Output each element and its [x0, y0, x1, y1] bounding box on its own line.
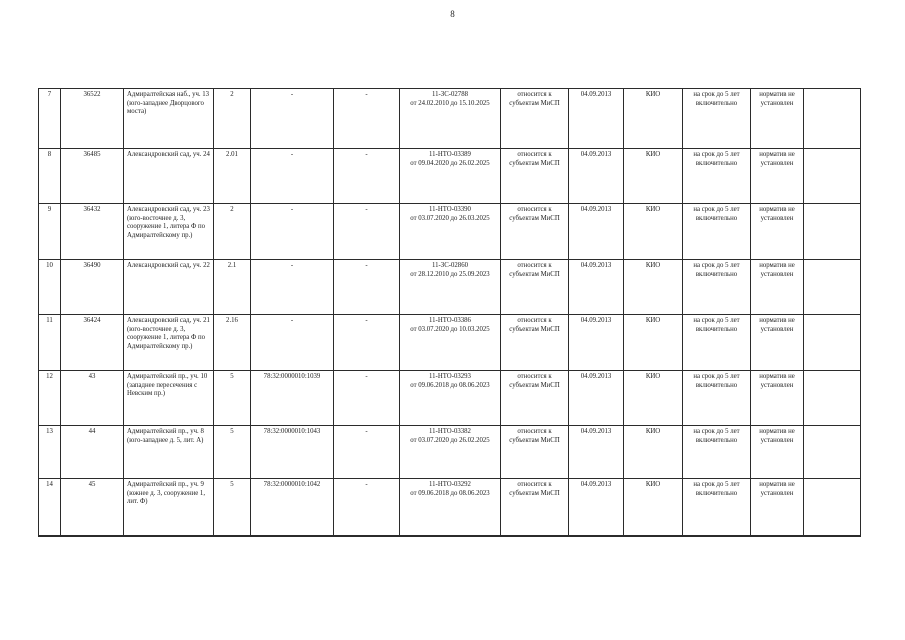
cell-date: 04.09.2013: [569, 315, 624, 371]
cell-object-id: 36432: [61, 204, 124, 260]
cell-permit: [400, 426, 501, 479]
table-row: [39, 149, 861, 204]
cell-blank-dash: -: [334, 315, 400, 371]
cell-address: Адмиралтейский пр., уч. 8 (юго-западнее д. 5, лит. А): [124, 426, 214, 479]
cell-object-id: 36490: [61, 260, 124, 315]
cell-address: Александровский сад, уч. 21 (юго-восточнее д. 3, сооружение 1, литера Ф по Адмиралтейскому пр.): [124, 315, 214, 371]
permit-number: 11-НТО-03386: [429, 317, 471, 324]
cell-blank-dash: -: [334, 371, 400, 426]
permit-dates: от 24.02.2010 до 15.10.2025: [410, 99, 490, 107]
cell-blank-dash: -: [334, 204, 400, 260]
cell-term: на срок до 5 лет включительно: [683, 315, 751, 371]
cell-smb-status: относится к субъектам МиСП: [501, 89, 569, 149]
cell-extra: [804, 426, 861, 479]
table-row: [39, 426, 861, 479]
cell-object-id: 43: [61, 371, 124, 426]
cell-area: 5: [214, 371, 251, 426]
cell-cadastral: -: [251, 204, 334, 260]
permit-dates: от 28.12.2010 до 25.09.2023: [410, 270, 490, 278]
cell-term: на срок до 5 лет включительно: [683, 260, 751, 315]
cell-blank-dash: -: [334, 260, 400, 315]
cell-owner: КИО: [624, 260, 683, 315]
cell-term: на срок до 5 лет включительно: [683, 149, 751, 204]
cell-date: 04.09.2013: [569, 260, 624, 315]
cell-permit: [400, 89, 501, 149]
cell-smb-status: относится к субъектам МиСП: [501, 204, 569, 260]
cell-norm: норматив не установлен: [751, 89, 804, 149]
cell-permit: [400, 260, 501, 315]
cell-term: на срок до 5 лет включительно: [683, 426, 751, 479]
cell-object-id: 36522: [61, 89, 124, 149]
table-row: [39, 479, 861, 536]
cell-date: 04.09.2013: [569, 371, 624, 426]
cell-blank-dash: -: [334, 479, 400, 536]
permit-number: 11-НТО-03293: [429, 373, 471, 380]
cell-permit: [400, 149, 501, 204]
cell-term: на срок до 5 лет включительно: [683, 371, 751, 426]
cell-norm: норматив не установлен: [751, 315, 804, 371]
cell-area: 2: [214, 204, 251, 260]
page-number: 8: [450, 9, 455, 19]
cell-cadastral: 78:32:0000010:1043: [251, 426, 334, 479]
cell-extra: [804, 479, 861, 536]
cell-extra: [804, 204, 861, 260]
cell-blank-dash: -: [334, 426, 400, 479]
cell-norm: норматив не установлен: [751, 426, 804, 479]
cell-owner: КИО: [624, 149, 683, 204]
cell-smb-status: относится к субъектам МиСП: [501, 260, 569, 315]
registry-table: [38, 88, 861, 537]
cell-permit: [400, 204, 501, 260]
cell-norm: норматив не установлен: [751, 260, 804, 315]
cell-blank-dash: -: [334, 149, 400, 204]
permit-number: 11-ЗС-02788: [431, 91, 468, 98]
cell-owner: КИО: [624, 426, 683, 479]
cell-cadastral: -: [251, 149, 334, 204]
cell-address: Адмиралтейская наб., уч. 13 (юго-западнее Дворцового моста): [124, 89, 214, 149]
cell-row-number: 8: [39, 149, 61, 204]
cell-cadastral: 78:32:0000010:1042: [251, 479, 334, 536]
cell-area: 2.1: [214, 260, 251, 315]
cell-owner: КИО: [624, 204, 683, 260]
cell-term: на срок до 5 лет включительно: [683, 204, 751, 260]
table-row: [39, 260, 861, 315]
permit-number: 11-НТО-03390: [429, 206, 471, 213]
cell-address: Александровский сад, уч. 23 (юго-восточнее д. 3, сооружение 1, литера Ф по Адмиралтейскому пр.): [124, 204, 214, 260]
table-row: [39, 371, 861, 426]
permit-dates: от 09.06.2018 до 08.06.2023: [410, 489, 490, 497]
cell-row-number: 11: [39, 315, 61, 371]
permit-dates: от 03.07.2020 до 10.03.2025: [410, 325, 490, 333]
cell-cadastral: -: [251, 315, 334, 371]
table-row: [39, 89, 861, 149]
cell-permit: [400, 315, 501, 371]
cell-extra: [804, 315, 861, 371]
permit-number: 11-НТО-03382: [429, 428, 471, 435]
cell-cadastral: 78:32:0000010:1039: [251, 371, 334, 426]
cell-smb-status: относится к субъектам МиСП: [501, 149, 569, 204]
cell-smb-status: относится к субъектам МиСП: [501, 315, 569, 371]
cell-owner: КИО: [624, 89, 683, 149]
cell-term: на срок до 5 лет включительно: [683, 479, 751, 536]
cell-norm: норматив не установлен: [751, 204, 804, 260]
cell-object-id: 36485: [61, 149, 124, 204]
cell-term: на срок до 5 лет включительно: [683, 89, 751, 149]
permit-dates: от 03.07.2020 до 26.03.2025: [410, 214, 490, 222]
cell-permit: [400, 479, 501, 536]
cell-extra: [804, 260, 861, 315]
cell-norm: норматив не установлен: [751, 149, 804, 204]
cell-row-number: 9: [39, 204, 61, 260]
permit-dates: от 09.06.2018 до 08.06.2023: [410, 381, 490, 389]
cell-date: 04.09.2013: [569, 479, 624, 536]
cell-date: 04.09.2013: [569, 89, 624, 149]
cell-row-number: 13: [39, 426, 61, 479]
cell-smb-status: относится к субъектам МиСП: [501, 426, 569, 479]
cell-smb-status: относится к субъектам МиСП: [501, 371, 569, 426]
cell-owner: КИО: [624, 315, 683, 371]
cell-extra: [804, 89, 861, 149]
cell-extra: [804, 371, 861, 426]
cell-extra: [804, 149, 861, 204]
cell-row-number: 12: [39, 371, 61, 426]
table-row: [39, 204, 861, 260]
cell-date: 04.09.2013: [569, 204, 624, 260]
cell-object-id: 45: [61, 479, 124, 536]
cell-cadastral: -: [251, 260, 334, 315]
permit-number: 11-НТО-03389: [429, 151, 471, 158]
cell-address: Александровский сад, уч. 22: [124, 260, 214, 315]
cell-owner: КИО: [624, 479, 683, 536]
cell-area: 5: [214, 479, 251, 536]
cell-cadastral: -: [251, 89, 334, 149]
cell-norm: норматив не установлен: [751, 371, 804, 426]
permit-number: 11-НТО-03292: [429, 481, 471, 488]
cell-area: 2.16: [214, 315, 251, 371]
cell-area: 5: [214, 426, 251, 479]
cell-area: 2: [214, 89, 251, 149]
permit-dates: от 03.07.2020 до 26.02.2025: [410, 436, 490, 444]
cell-smb-status: относится к субъектам МиСП: [501, 479, 569, 536]
cell-object-id: 44: [61, 426, 124, 479]
table-row: [39, 315, 861, 371]
permit-number: 11-ЗС-02860: [431, 262, 468, 269]
cell-object-id: 36424: [61, 315, 124, 371]
cell-row-number: 14: [39, 479, 61, 536]
cell-blank-dash: -: [334, 89, 400, 149]
cell-owner: КИО: [624, 371, 683, 426]
cell-address: Адмиралтейский пр., уч. 10 (западнее пересечения с Невским пр.): [124, 371, 214, 426]
permit-dates: от 09.04.2020 до 26.02.2025: [410, 159, 490, 167]
cell-permit: [400, 371, 501, 426]
cell-norm: норматив не установлен: [751, 479, 804, 536]
cell-address: Александровский сад, уч. 24: [124, 149, 214, 204]
cell-address: Адмиралтейский пр., уч. 9 (южнее д. 3, сооружение 1, лит. Ф): [124, 479, 214, 536]
cell-row-number: 7: [39, 89, 61, 149]
cell-row-number: 10: [39, 260, 61, 315]
cell-area: 2.01: [214, 149, 251, 204]
cell-date: 04.09.2013: [569, 149, 624, 204]
cell-date: 04.09.2013: [569, 426, 624, 479]
